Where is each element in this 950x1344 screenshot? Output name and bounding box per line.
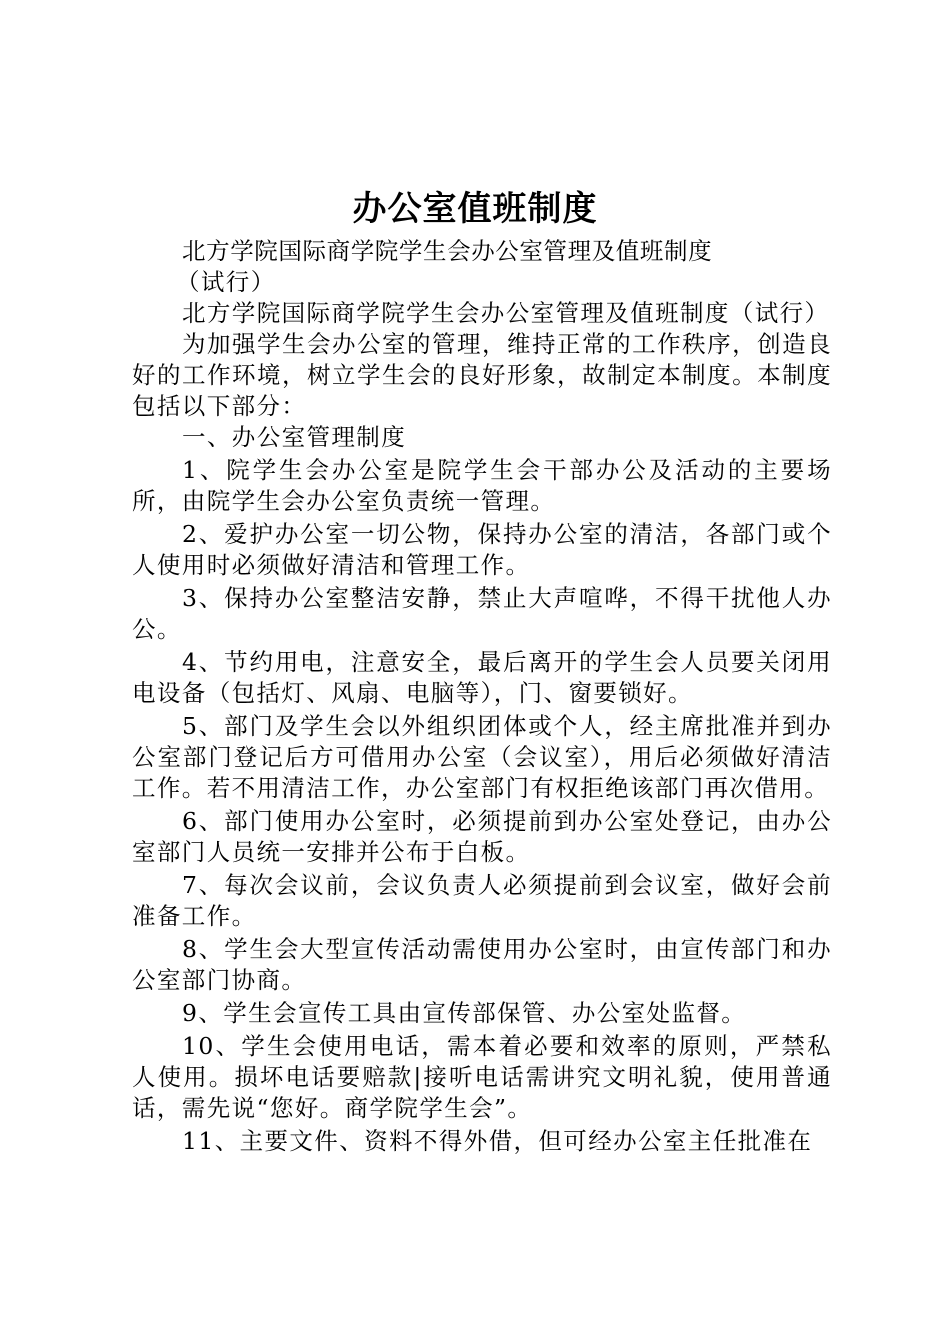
rule-item: 7、每次会议前，会议负责人必须提前到会议室，做好会前准备工作。 bbox=[132, 871, 832, 930]
subtitle-line: 北方学院国际商学院学生会办公室管理及值班制度 bbox=[182, 237, 713, 265]
rule-item: 8、学生会大型宣传活动需使用办公室时，由宣传部门和办公室部门协商。 bbox=[132, 935, 832, 994]
rule-item: 5、部门及学生会以外组织团体或个人，经主席批准并到办公室部门登记后方可借用办公室（会议室），用后必须做好清洁工作。若不用清洁工作，办公室部门有权拒绝该部门再次借用。 bbox=[132, 712, 832, 802]
document-body bbox=[132, 236, 832, 1157]
rule-item: 3、保持办公室整洁安静，禁止大声喧哗，不得干扰他人办公。 bbox=[132, 584, 832, 643]
section-heading: 一、办公室管理制度 bbox=[182, 423, 407, 451]
rule-item: 10、学生会使用电话，需本着必要和效率的原则，严禁私人使用。损坏电话要赔款|接听电话需讲究文明礼貌，使用普通话，需先说“您好。商学院学生会”。 bbox=[132, 1032, 832, 1122]
paragraph-full-title: 北方学院国际商学院学生会办公室管理及值班制度（试行） bbox=[182, 299, 830, 327]
rule-item: 2、爱护办公室一切公物，保持办公室的清洁，各部门或个人使用时必须做好清洁和管理工作。 bbox=[132, 520, 832, 579]
subtitle-trial-note: （试行） bbox=[176, 268, 276, 296]
paragraph-intro: 为加强学生会办公室的管理，维持正常的工作秩序，创造良好的工作环境，树立学生会的良好形象，故制定本制度。本制度包括以下部分： bbox=[132, 330, 832, 420]
rule-item: 11、主要文件、资料不得外借，但可经办公室主任批准在 bbox=[182, 1127, 813, 1155]
rule-item: 4、节约用电，注意安全，最后离开的学生会人员要关闭用电设备（包括灯、风扇、电脑等），门、窗要锁好。 bbox=[132, 648, 832, 707]
rule-item: 1、院学生会办公室是院学生会干部办公及活动的主要场所，由院学生会办公室负责统一管理。 bbox=[132, 456, 832, 515]
document-title: 办公室值班制度 bbox=[352, 189, 598, 229]
rule-item: 9、学生会宣传工具由宣传部保管、办公室处监督。 bbox=[182, 999, 747, 1027]
rule-item: 6、部门使用办公室时，必须提前到办公室处登记，由办公室部门人员统一安排并公布于白板。 bbox=[132, 807, 832, 866]
